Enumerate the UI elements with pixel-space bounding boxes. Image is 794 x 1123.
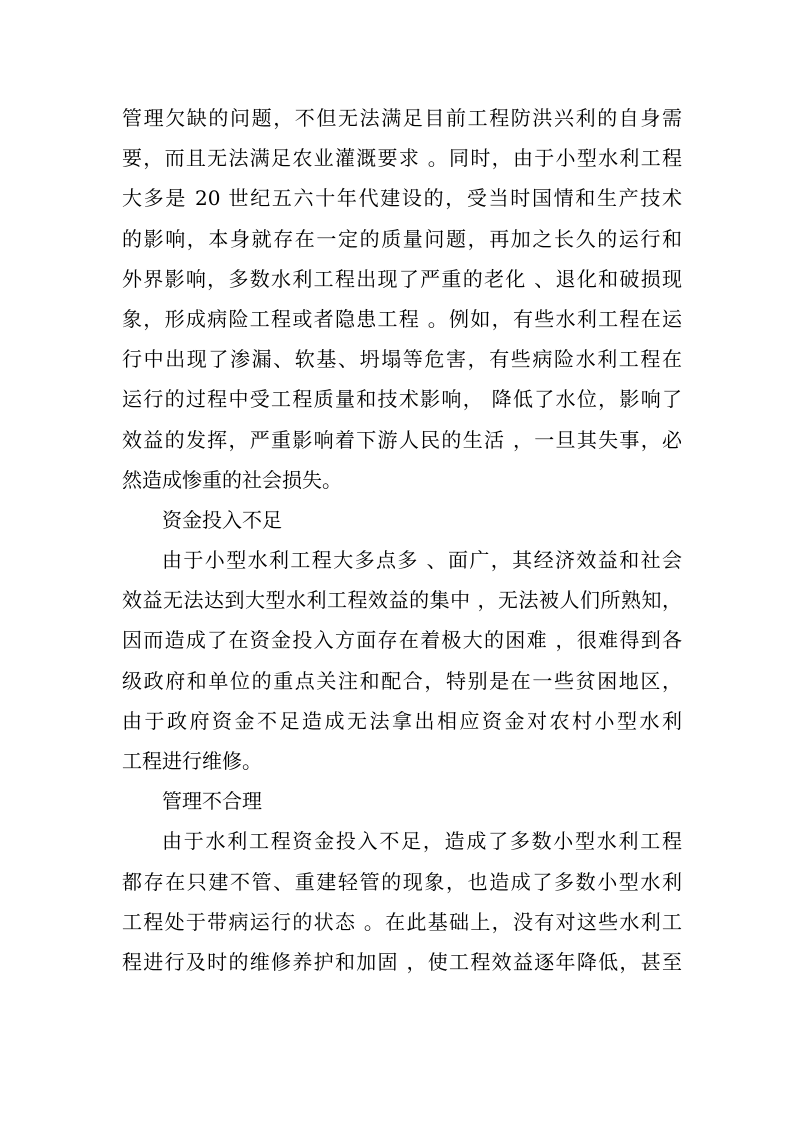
section-heading: 资金投入不足	[162, 507, 282, 532]
paragraph-line: 然造成惨重的社会损失。	[122, 467, 342, 492]
paragraph-line: 效益的发挥，严重影响着下游人民的生活 ，一旦其失事，必	[122, 427, 682, 452]
paragraph-line: 外界影响，多数水利工程出现了严重的老化 、退化和破损现	[122, 266, 682, 291]
paragraph-line: 由于水利工程资金投入不足，造成了多数小型水利工程	[162, 829, 682, 854]
section-heading: 管理不合理	[162, 789, 262, 814]
paragraph-line: 运行的过程中受工程质量和技术影响， 降低了水位，影响了	[122, 387, 682, 412]
paragraph-line: 效益无法达到大型水利工程效益的集中 ，无法被人们所熟知，	[122, 588, 682, 613]
paragraph-line: 象，形成病险工程或者隐患工程 。例如，有些水利工程在运	[122, 306, 682, 331]
paragraph-line: 大多是 20 世纪五六十年代建设的，受当时国情和生产技术	[122, 186, 682, 211]
paragraph-line: 工程处于带病运行的状态 。在此基础上，没有对这些水利工	[122, 909, 682, 934]
paragraph-line: 的影响，本身就存在一定的质量问题，再加之长久的运行和	[122, 226, 682, 251]
paragraph-line: 因而造成了在资金投入方面存在着极大的困难 ，很难得到各	[122, 628, 682, 653]
document-body	[122, 98, 682, 982]
paragraph-line: 由于小型水利工程大多点多 、面广，其经济效益和社会	[162, 548, 682, 573]
paragraph-line: 行中出现了渗漏、软基、坍塌等危害，有些病险水利工程在	[122, 347, 682, 372]
paragraph-line: 程进行及时的维修养护和加固 ，使工程效益逐年降低，甚至	[122, 949, 682, 974]
paragraph-line: 级政府和单位的重点关注和配合，特别是在一些贫困地区，	[122, 668, 682, 693]
paragraph-line: 工程进行维修。	[122, 749, 262, 773]
paragraph-line: 管理欠缺的问题，不但无法满足目前工程防洪兴利的自身需	[122, 106, 682, 130]
paragraph-line: 要，而且无法满足农业灌溉要求 。同时，由于小型水利工程	[122, 146, 682, 171]
paragraph-line: 都存在只建不管、重建轻管的现象，也造成了多数小型水利	[122, 869, 682, 894]
paragraph-line: 由于政府资金不足造成无法拿出相应资金对农村小型水利	[122, 708, 682, 733]
